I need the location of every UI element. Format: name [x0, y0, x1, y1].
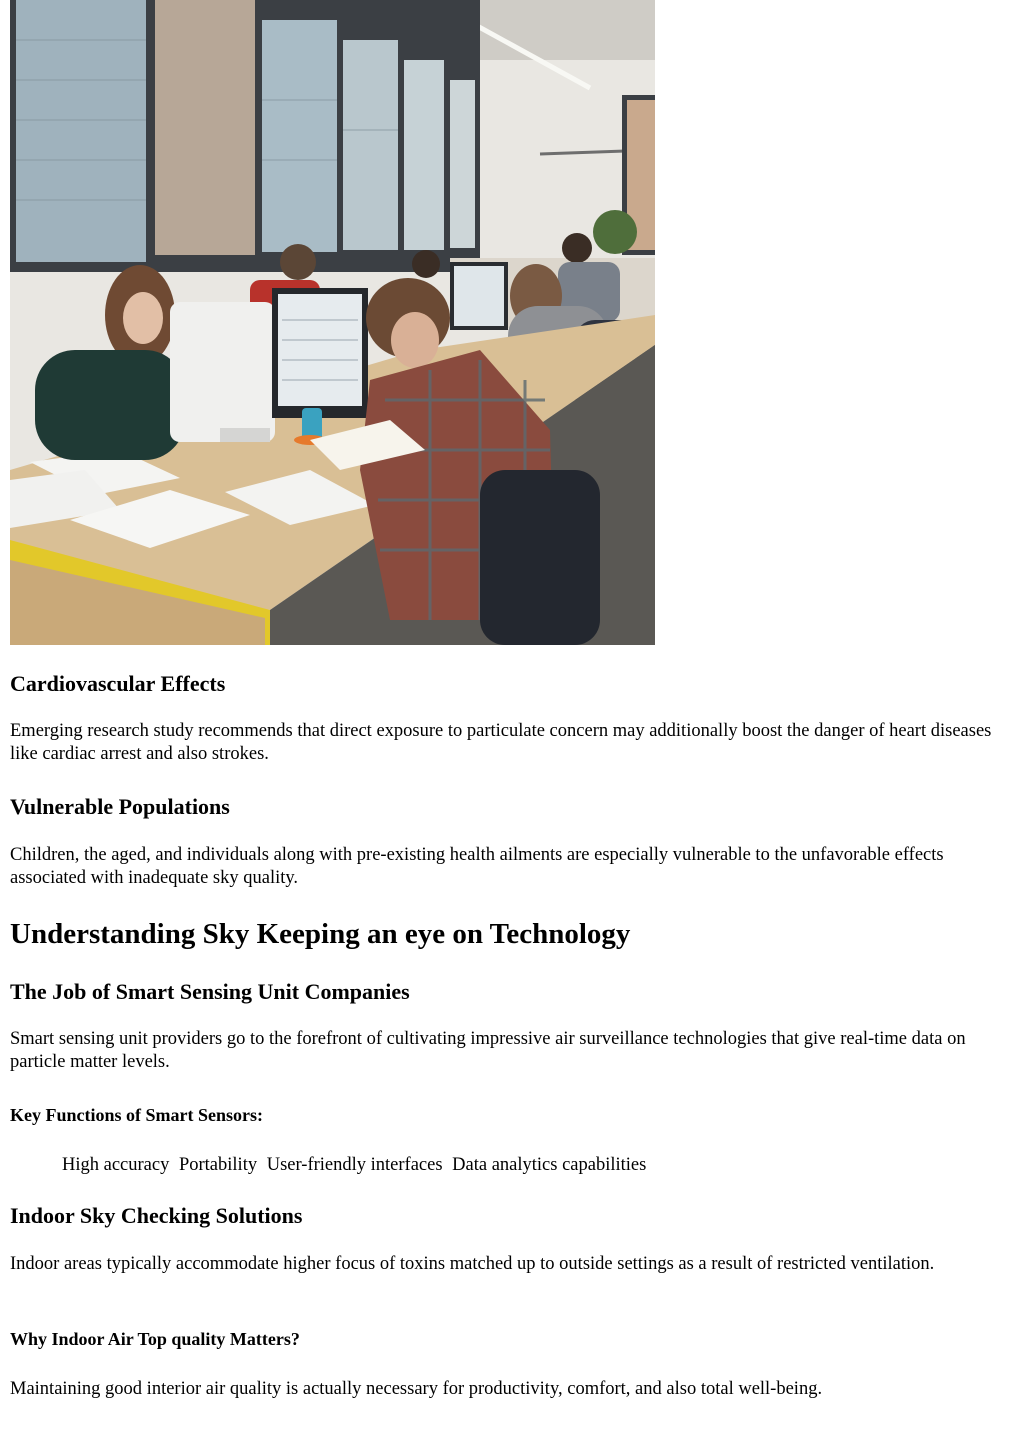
- list-item: User-friendly interfaces: [266, 1155, 443, 1175]
- office-photo: [10, 0, 655, 645]
- hero-image: [10, 0, 655, 645]
- subheading-why-indoor: Why Indoor Air Top quality Matters?: [10, 1329, 300, 1349]
- feature-list: [62, 1154, 651, 1177]
- section-text-vulnerable: Children, the aged, and individuals along with pre-existing health ailments are especially vulnerable to the unfavorable effects associated with inadequate sky quality.: [10, 845, 944, 888]
- section-text-smart: Smart sensing unit providers go to the forefront of cultivating impressive air surveillance technologies that give real-time data on particle matter levels.: [10, 1029, 966, 1072]
- list-item: High accuracy: [62, 1155, 170, 1175]
- section-heading-understanding: Understanding Sky Keeping an eye on Technology: [10, 918, 631, 950]
- section-heading-cardiovascular: Cardiovascular Effects: [10, 671, 226, 696]
- section-heading-indoor: Indoor Sky Checking Solutions: [10, 1203, 303, 1228]
- section-text-indoor: Indoor areas typically accommodate higher focus of toxins matched up to outside settings as a result of restricted ventilation.: [10, 1254, 935, 1274]
- list-item: Portability: [178, 1155, 258, 1175]
- section-heading-smart: The Job of Smart Sensing Unit Companies: [10, 979, 410, 1004]
- list-item: Data analytics capabilities: [452, 1155, 647, 1175]
- section-heading-vulnerable: Vulnerable Populations: [10, 794, 230, 819]
- section-text-cardiovascular: Emerging research study recommends that direct exposure to particulate concern may additionally boost the danger of heart diseases like cardiac arrest and also strokes.: [10, 721, 992, 764]
- section-text-indoor-2: Maintaining good interior air quality is actually necessary for productivity, comfort, and also total well-being.: [10, 1379, 823, 1399]
- subheading-key-functions: Key Functions of Smart Sensors:: [10, 1105, 263, 1125]
